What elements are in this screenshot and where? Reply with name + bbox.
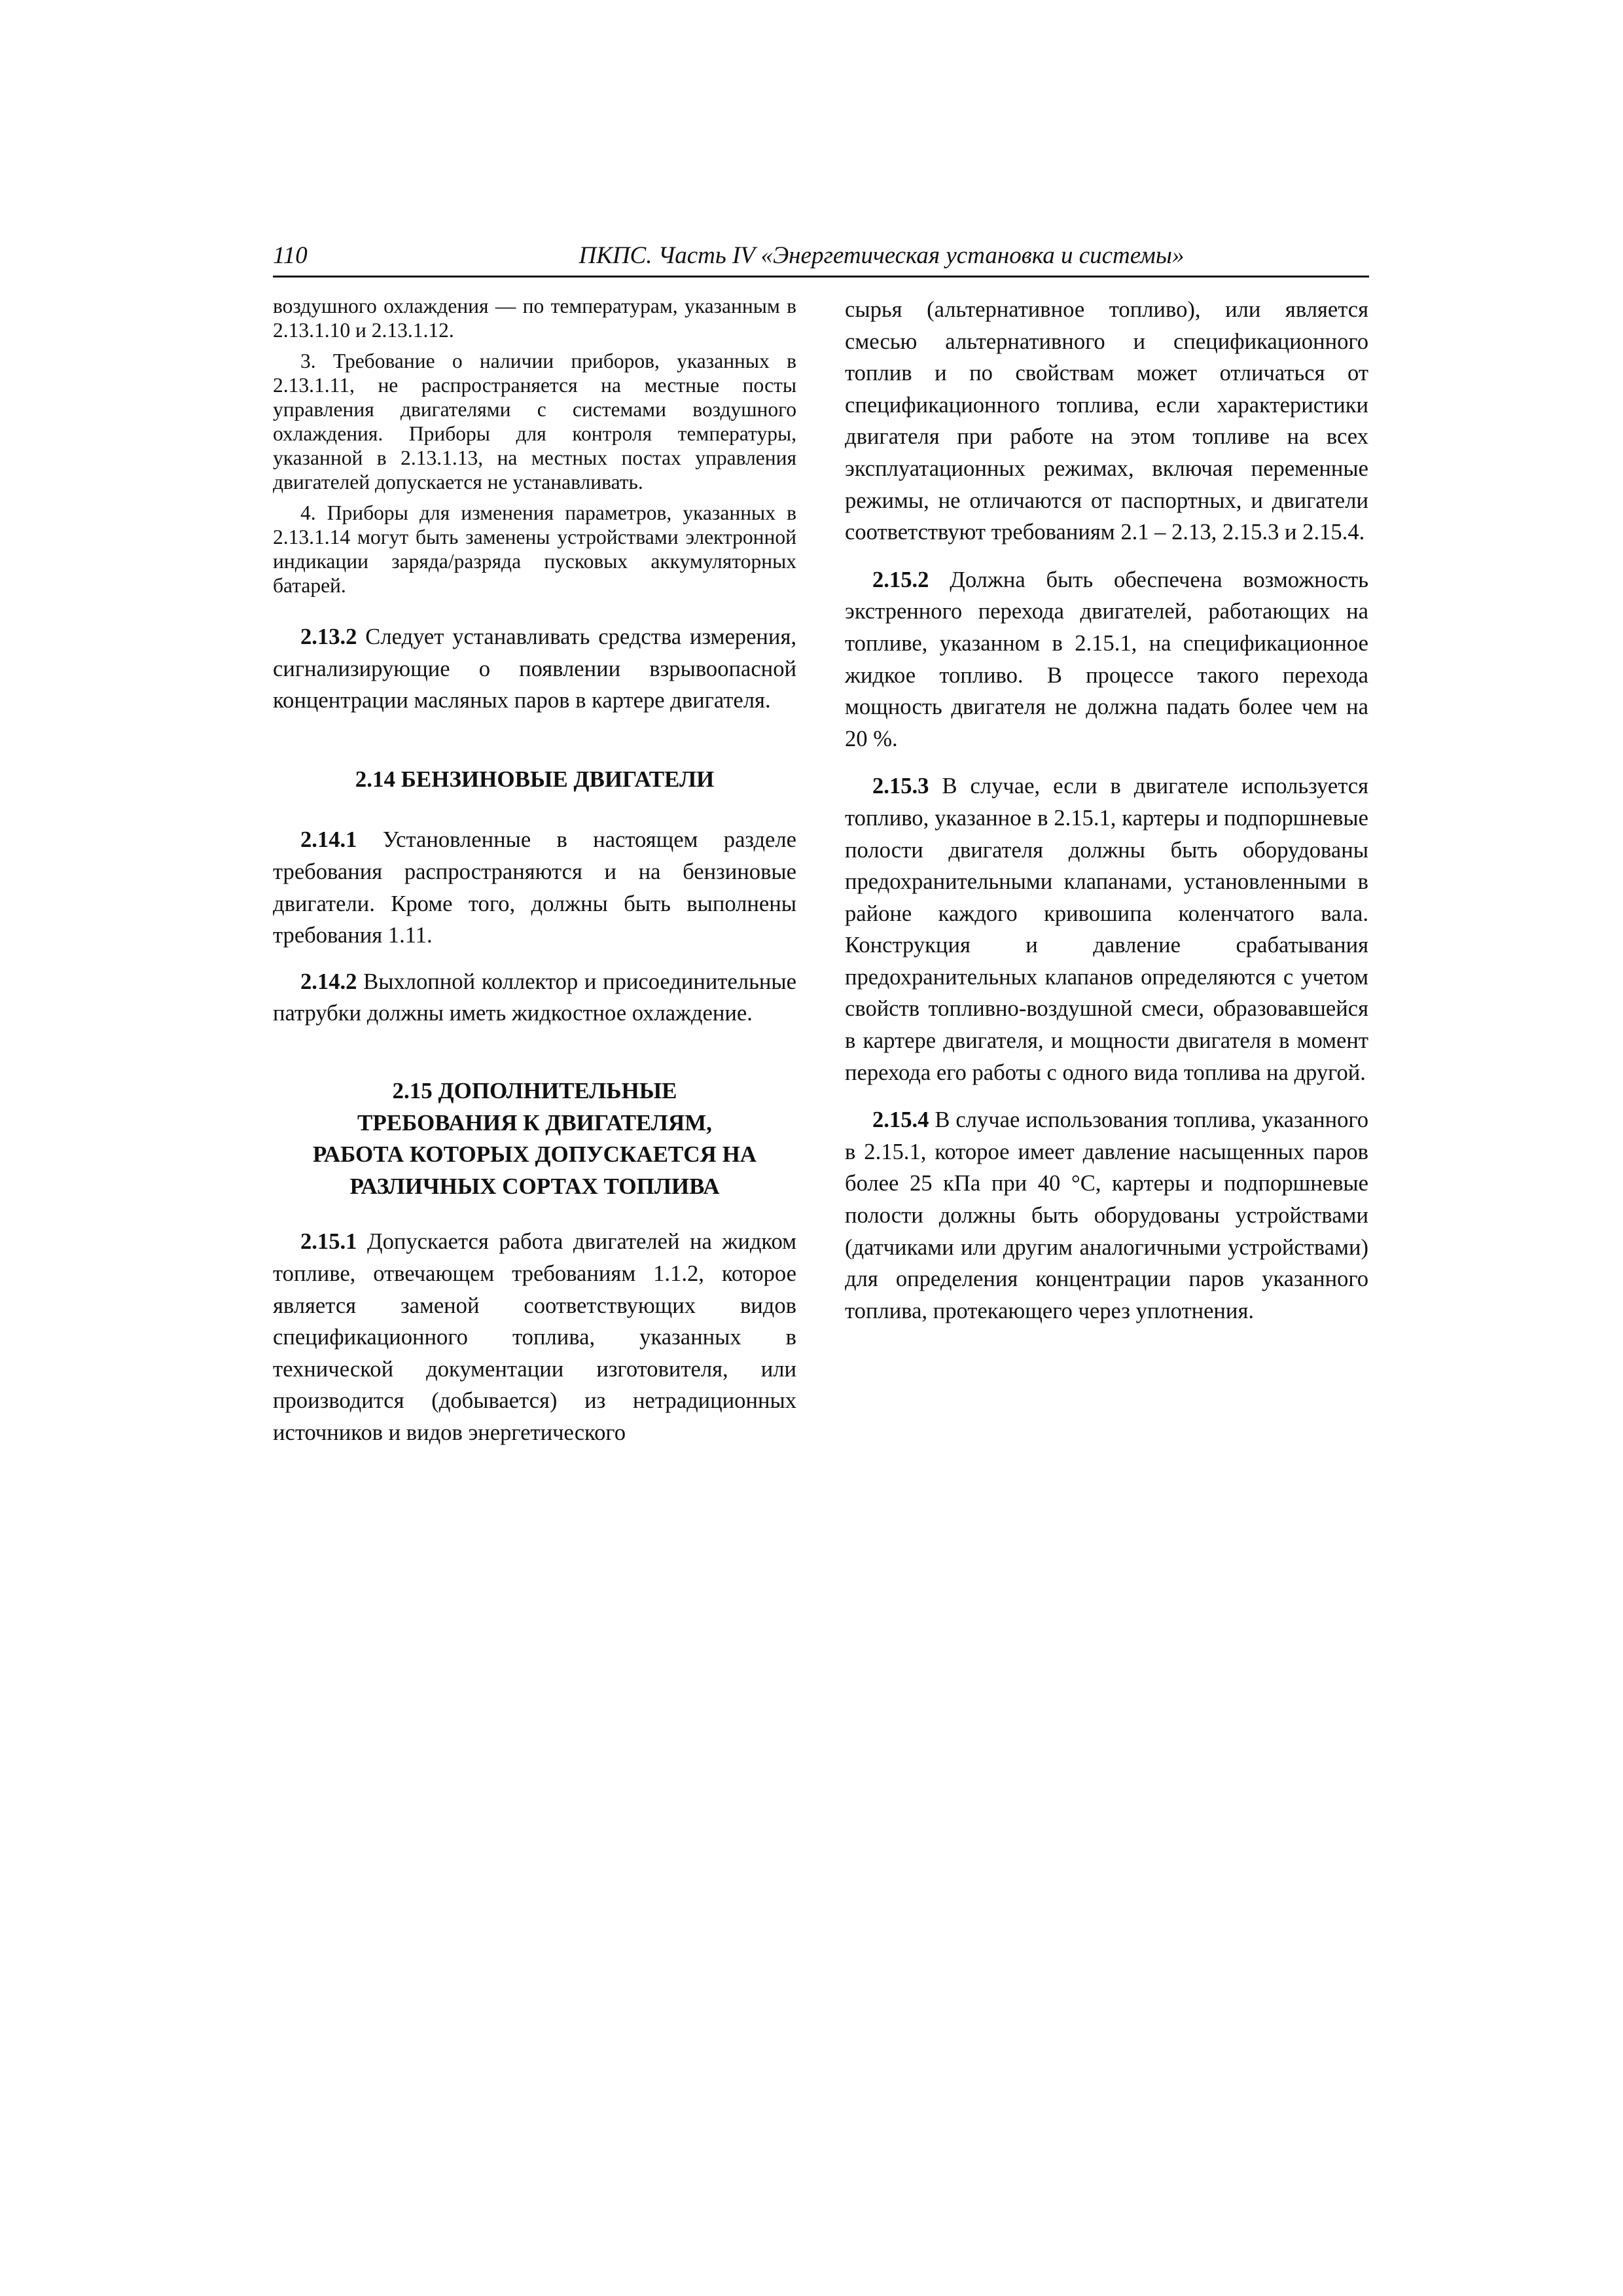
right-column <box>845 294 1368 1336</box>
left-column <box>273 294 796 1458</box>
heading-line: РАБОТА КОТОРЫХ ДОПУСКАЕТСЯ НА <box>312 1141 757 1168</box>
section-text: Установленные в настоящем разделе требования распространяются и на бензиновые двигатели. Кроме того, должны быть выполнены требования 1.11. <box>273 827 796 948</box>
section-text: В случае, если в двигателе используется топливо, указанное в 2.15.1, картеры и подпоршневые полости двигателя должны быть оборудованы предохранительными клапанами, установленными в районе каждого кривошипа коленчатого вала. Конструкция и давление срабатывания предохранительных клапанов определяются с учетом свойств топливно-воздушной смеси, образовавшейся в картере двигателя, и мощности двигателя в момент перехода его работы с одного вида топлива на другой. <box>845 774 1368 1085</box>
section-2-13-2 <box>273 621 796 717</box>
section-2-14-2 <box>273 966 796 1030</box>
section-number: 2.15.4 <box>872 1107 929 1133</box>
paragraph-continued: воздушного охлаждения — по температурам, указанным в 2.13.1.10 и 2.13.1.12. <box>273 295 796 342</box>
section-2-15-4 <box>845 1104 1368 1327</box>
heading-line: ТРЕБОВАНИЯ К ДВИГАТЕЛЯМ, <box>357 1109 712 1136</box>
page-number: 110 <box>273 242 308 269</box>
section-text: Выхлопной коллектор и присоединительные патрубки должны иметь жидкостное охлаждение. <box>273 969 796 1026</box>
section-2-15-1 <box>273 1226 796 1448</box>
section-text: Следует устанавливать средства измерения, сигнализирующие о появлении взрывоопасной концентрации масляных паров в картере двигателя. <box>273 624 796 713</box>
section-number: 2.14.1 <box>300 827 357 853</box>
section-number: 2.15.3 <box>872 774 929 799</box>
paragraph-item-4: 4. Приборы для изменения параметров, указанных в 2.13.1.14 могут быть заменены устройствами электронной индикации заряда/разряда пусковых аккумуляторных батарей. <box>273 501 796 597</box>
heading-line: РАЗЛИЧНЫХ СОРТАХ ТОПЛИВА <box>349 1173 720 1199</box>
section-2-15-3 <box>845 770 1368 1088</box>
section-text: Должна быть обеспечена возможность экстренного перехода двигателей, работающих на топливе, указанном в 2.15.1, на спецификационное жидкое топливо. В процессе такого перехода мощность двигателя не должна падать более чем на 20 %. <box>845 567 1368 751</box>
section-text: Допускается работа двигателей на жидком топливе, отвечающем требованиям 1.1.2, которое является заменой соответствующих видов спецификационного топлива, указанных в технической документации изготовителя, или производится (добывается) из нетрадиционных источников и видов энергетического <box>273 1229 796 1445</box>
section-number: 2.14.2 <box>300 969 357 994</box>
paragraph-item-3: 3. Требование о наличии приборов, указанных в 2.13.1.11, не распространяется на местные посты управления двигателями с системами воздушного охлаждения. Приборы для контроля температуры, указанной в 2.13.1.13, на местных постах управления двигателей допускается не устанавливать. <box>273 350 796 493</box>
section-number: 2.15.1 <box>300 1229 357 1255</box>
paragraph-continued: сырья (альтернативное топливо), или является смесью альтернативного и спецификационного топлив и по свойствам может отличаться от спецификационного топлива, если характеристики двигателя при работе на этом топливе на всех эксплуатационных режимах, включая переменные режимы, не отличаются от паспортных, и двигатели соответствуют требованиям 2.1 – 2.13, 2.15.3 и 2.15.4. <box>845 297 1368 545</box>
heading-2-14: 2.14 БЕНЗИНОВЫЕ ДВИГАТЕЛИ <box>355 766 715 792</box>
section-text: В случае использования топлива, указанного в 2.15.1, которое имеет давление насыщенных паров более 25 кПа при 40 °С, картеры и подпоршневые полости должны быть оборудованы устройствами (датчиками или другим аналогичными устройствами) для определения концентрации паров указанного топлива, протекающего через уплотнения. <box>845 1107 1368 1323</box>
section-number: 2.15.2 <box>872 567 929 592</box>
heading-line: 2.15 ДОПОЛНИТЕЛЬНЫЕ <box>392 1077 677 1103</box>
section-2-14-1 <box>273 824 796 951</box>
section-2-15-2 <box>845 564 1368 755</box>
heading-2-15 <box>273 1075 796 1202</box>
running-title: ПКПС. Часть IV «Энергетическая установка и системы» <box>579 242 1185 269</box>
section-number: 2.13.2 <box>300 624 357 649</box>
page-header <box>273 239 1369 278</box>
